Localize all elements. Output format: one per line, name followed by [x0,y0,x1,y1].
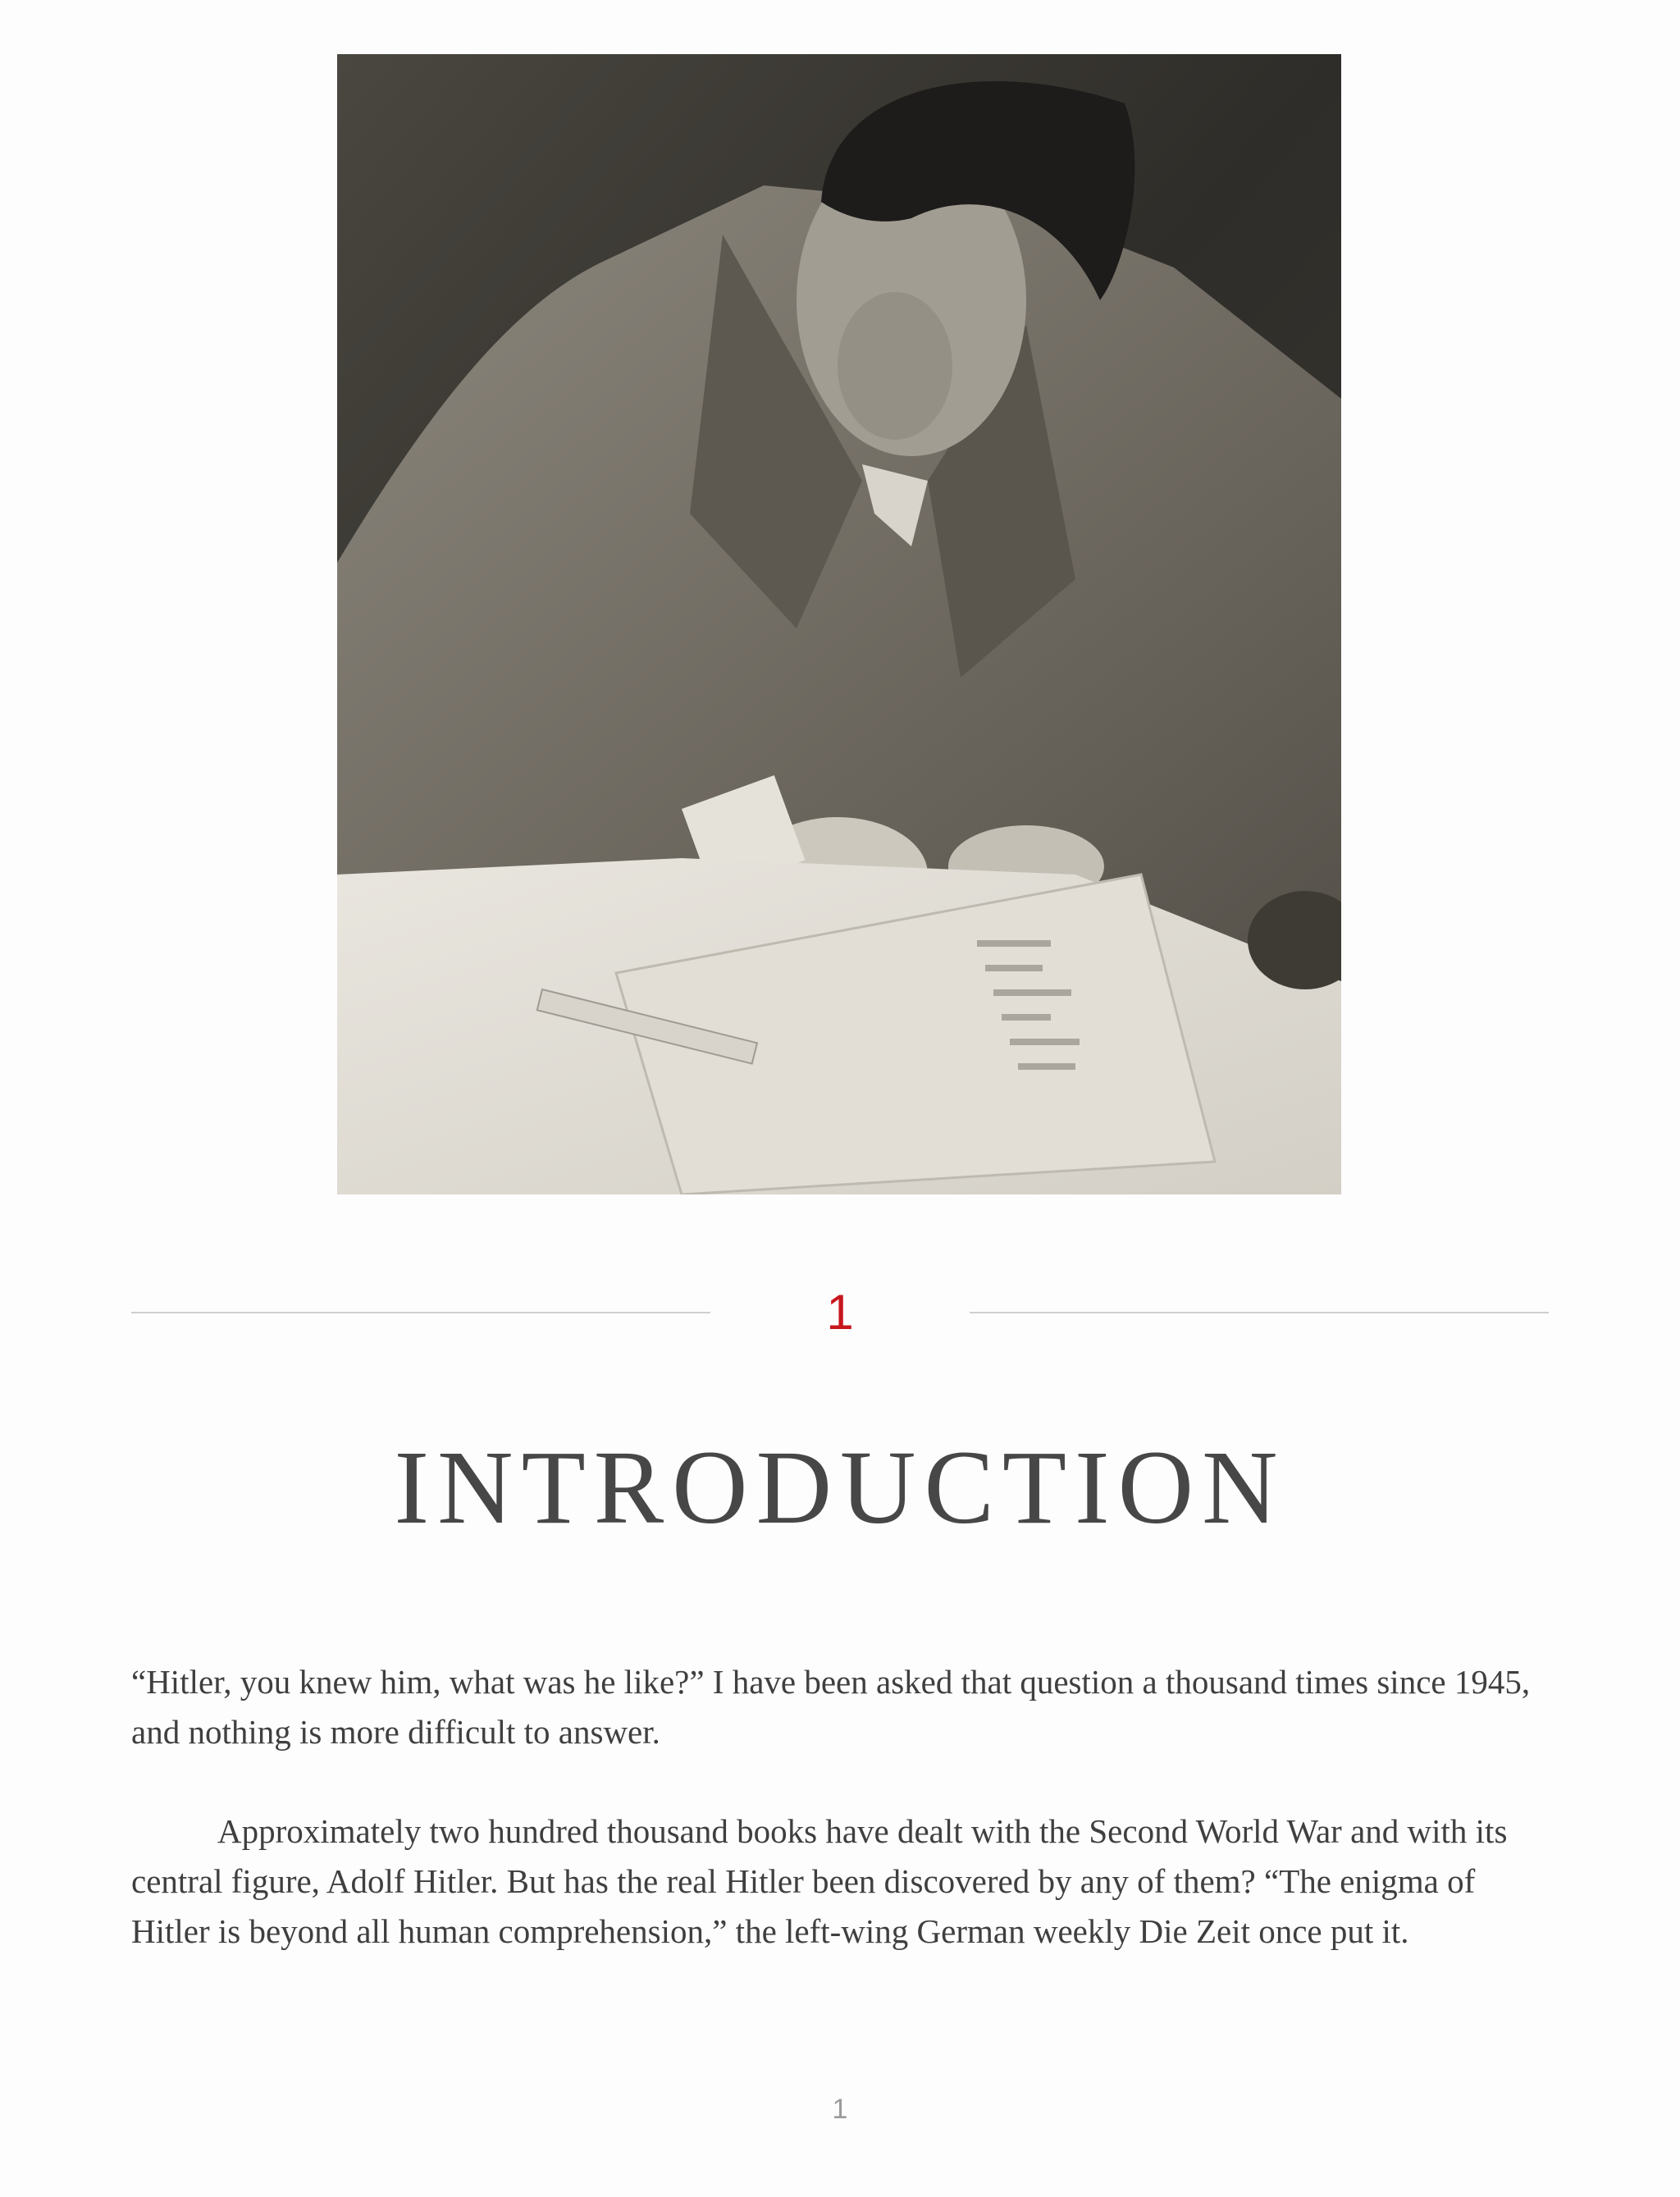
body-paragraph: “Hitler, you knew him, what was he like?” I have been asked that question a thousand times since 1945, and nothing is more difficult to answer. [131,1663,1531,1751]
chapter-title: INTRODUCTION [394,1429,1286,1546]
chapter-divider-right [970,1312,1549,1313]
body-paragraph: Approximately two hundred thousand books have dealt with the Second World War and with its central figure, Adolf Hitler. But has the real Hitler been discovered by any of them? “The enigma of Hitler is beyond all human comprehension,” the left-wing German weekly Die Zeit once put it. [131,1812,1508,1950]
chapter-number: 1 [826,1285,854,1340]
chapter-divider-left [131,1312,710,1313]
chapter-photo [337,54,1341,1194]
page-number: 1 [832,2094,848,2125]
